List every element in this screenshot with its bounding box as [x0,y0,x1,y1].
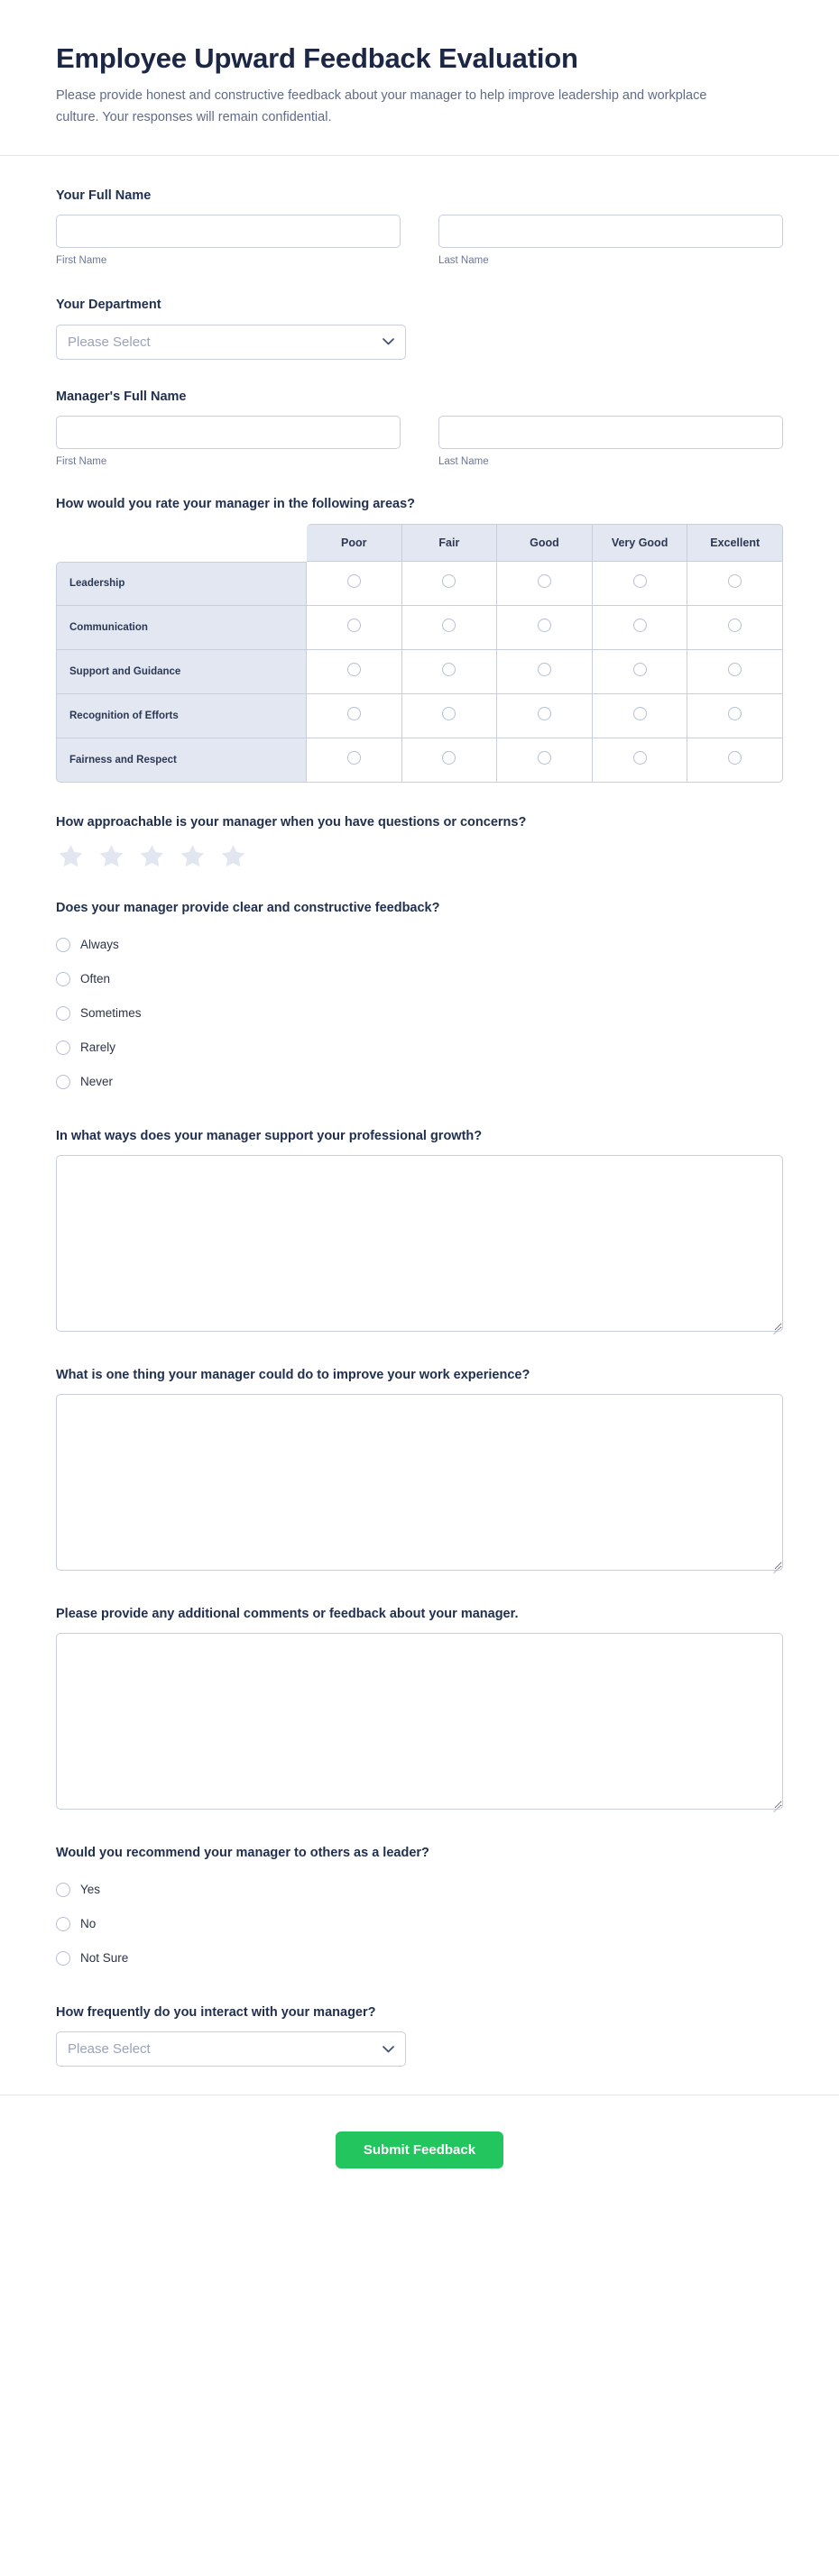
radio-circle-icon [56,972,70,986]
radio-circle-icon [633,574,647,588]
radio-circle-icon [347,751,361,765]
clear-feedback-option-label: Rarely [80,1040,116,1054]
radio-circle-icon [728,707,742,720]
rating-matrix-label: How would you rate your manager in the following areas? [56,496,415,511]
matrix-radio-cell-2-1[interactable] [402,650,498,694]
matrix-radio-cell-4-4[interactable] [687,738,783,783]
frequency-select[interactable] [56,2031,406,2067]
matrix-radio-cell-0-1[interactable] [402,562,498,606]
growth-support-field [56,1127,783,1332]
radio-circle-icon [728,574,742,588]
radio-circle-icon [538,707,551,720]
radio-circle-icon [347,707,361,720]
radio-circle-icon [347,619,361,632]
rating-matrix-table [56,524,783,783]
recommend-option-label: Not Sure [80,1950,129,1965]
matrix-row-label-3: Recognition of Efforts [56,694,307,738]
radio-circle-icon [728,663,742,676]
matrix-row-label-2: Support and Guidance [56,650,307,694]
manager-name-row [56,416,783,469]
radio-circle-icon [442,574,456,588]
page-title: Employee Upward Feedback Evaluation [56,42,578,74]
manager-first-name-sublabel: First Name [56,455,107,467]
clear-feedback-option-always[interactable] [56,928,783,962]
clear-feedback-option-sometimes[interactable] [56,996,783,1031]
matrix-radio-cell-1-1[interactable] [402,606,498,650]
additional-comments-textarea[interactable] [56,1633,783,1810]
radio-circle-icon [347,663,361,676]
radio-circle-icon [442,619,456,632]
recommend-option-no[interactable] [56,1907,783,1941]
manager-full-name-label: Manager's Full Name [56,389,187,404]
matrix-radio-cell-3-3[interactable] [593,694,688,738]
matrix-corner-spacer [56,524,307,562]
improve-experience-field [56,1366,783,1571]
frequency-select-wrap [56,2031,406,2067]
matrix-radio-cell-0-4[interactable] [687,562,783,606]
your-full-name-field [56,187,783,268]
radio-circle-icon [538,574,551,588]
radio-circle-icon [56,1075,70,1089]
matrix-col-header-3: Very Good [593,524,688,562]
additional-comments-textarea-wrap [56,1633,783,1810]
star-icon-1[interactable] [56,842,86,871]
your-first-name-group [56,215,401,268]
clear-feedback-option-label: Always [80,937,119,951]
matrix-radio-cell-2-2[interactable] [497,650,593,694]
improve-experience-label: What is one thing your manager could do to improve your work experience? [56,1367,530,1382]
approachability-field [56,813,783,871]
radio-circle-icon [56,1883,70,1897]
department-label: Your Department [56,298,161,313]
improve-experience-textarea[interactable] [56,1394,783,1571]
radio-circle-icon [633,663,647,676]
table-row [56,738,783,783]
approachability-label: How approachable is your manager when you have questions or concerns? [56,814,527,830]
frequency-selected-value: Please Select [68,2041,151,2057]
manager-last-name-sublabel: Last Name [438,455,489,467]
matrix-row-label-1: Communication [56,606,307,650]
manager-last-name-group [438,416,783,469]
clear-feedback-option-label: Never [80,1074,114,1088]
improve-experience-textarea-wrap [56,1394,783,1571]
radio-circle-icon [728,751,742,765]
radio-circle-icon [538,663,551,676]
table-row [56,650,783,694]
matrix-radio-cell-4-0[interactable] [307,738,402,783]
submit-feedback-button[interactable]: Submit Feedback [336,2131,503,2168]
matrix-radio-cell-0-0[interactable] [307,562,402,606]
rating-matrix-field [56,497,783,783]
rating-matrix-head [56,524,783,562]
your-first-name-sublabel: First Name [56,255,107,267]
radio-circle-icon [633,619,647,632]
department-selected-value: Please Select [68,334,151,350]
matrix-radio-cell-4-3[interactable] [593,738,688,783]
your-first-name-input[interactable] [56,215,401,248]
star-icon-2[interactable] [97,842,126,871]
your-last-name-input[interactable] [438,215,783,248]
radio-circle-icon [538,619,551,632]
star-icon-3[interactable] [137,842,167,871]
your-full-name-label: Your Full Name [56,188,152,204]
matrix-row-label-4: Fairness and Respect [56,738,307,783]
matrix-radio-cell-2-0[interactable] [307,650,402,694]
recommend-option-label: No [80,1916,97,1930]
radio-circle-icon [538,751,551,765]
matrix-radio-cell-0-3[interactable] [593,562,688,606]
matrix-row-label-0: Leadership [56,562,307,606]
matrix-radio-cell-1-2[interactable] [497,606,593,650]
radio-circle-icon [442,707,456,720]
matrix-radio-cell-1-4[interactable] [687,606,783,650]
recommend-option-not-sure[interactable] [56,1941,783,1976]
matrix-radio-cell-1-3[interactable] [593,606,688,650]
recommend-option-yes[interactable] [56,1873,783,1907]
radio-circle-icon [56,938,70,952]
matrix-radio-cell-3-2[interactable] [497,694,593,738]
radio-circle-icon [442,663,456,676]
clear-feedback-option-rarely[interactable] [56,1031,783,1065]
clear-feedback-options [56,928,783,1099]
growth-support-label: In what ways does your manager support your professional growth? [56,1128,483,1143]
star-rating [56,842,783,871]
matrix-radio-cell-3-1[interactable] [402,694,498,738]
matrix-col-header-4: Excellent [687,524,783,562]
matrix-radio-cell-1-0[interactable] [307,606,402,650]
matrix-radio-cell-4-2[interactable] [497,738,593,783]
clear-feedback-field [56,899,783,1098]
form-header [0,0,839,156]
your-name-row [56,215,783,268]
radio-circle-icon [56,1917,70,1931]
form-footer [0,2095,839,2221]
frequency-label: How frequently do you interact with your manager? [56,2004,376,2020]
matrix-col-header-1: Fair [402,524,498,562]
matrix-radio-cell-3-0[interactable] [307,694,402,738]
recommend-label: Would you recommend your manager to others as a leader? [56,1846,429,1861]
radio-circle-icon [633,751,647,765]
radio-circle-icon [442,751,456,765]
radio-circle-icon [347,574,361,588]
clear-feedback-option-label: Sometimes [80,1005,142,1020]
matrix-radio-cell-3-4[interactable] [687,694,783,738]
your-last-name-sublabel: Last Name [438,255,489,267]
recommend-options [56,1873,783,1976]
manager-full-name-field [56,388,783,469]
form-body [0,156,839,2067]
clear-feedback-option-label: Often [80,971,111,985]
matrix-radio-cell-2-4[interactable] [687,650,783,694]
growth-support-textarea-wrap [56,1155,783,1332]
manager-first-name-input[interactable] [56,416,401,449]
matrix-radio-cell-2-3[interactable] [593,650,688,694]
department-select-wrap [56,325,406,360]
table-row [56,606,783,650]
your-last-name-group [438,215,783,268]
matrix-col-header-0: Poor [307,524,402,562]
clear-feedback-option-often[interactable] [56,962,783,996]
additional-comments-label: Please provide any additional comments or feedback about your manager. [56,1607,519,1622]
page-subtitle: Please provide honest and constructive feedback about your manager to help improve leadership and workplace culture. Your responses will remain confidential. [56,88,707,124]
radio-circle-icon [728,619,742,632]
additional-comments-field [56,1605,783,1810]
growth-support-textarea[interactable] [56,1155,783,1332]
radio-circle-icon [56,1040,70,1055]
matrix-radio-cell-4-1[interactable] [402,738,498,783]
table-row [56,562,783,606]
manager-last-name-input[interactable] [438,416,783,449]
table-row [56,694,783,738]
department-select[interactable] [56,325,406,360]
matrix-radio-cell-0-2[interactable] [497,562,593,606]
department-field [56,296,783,359]
radio-circle-icon [56,1006,70,1021]
recommend-option-label: Yes [80,1882,101,1896]
clear-feedback-option-never[interactable] [56,1065,783,1099]
star-icon-4[interactable] [178,842,207,871]
frequency-field [56,2003,783,2067]
recommend-field [56,1844,783,1975]
radio-circle-icon [56,1951,70,1966]
radio-circle-icon [633,707,647,720]
rating-matrix-body [56,562,783,783]
matrix-col-header-2: Good [497,524,593,562]
rating-matrix-header-row [56,524,783,562]
star-icon-5[interactable] [218,842,248,871]
manager-first-name-group [56,416,401,469]
clear-feedback-label: Does your manager provide clear and constructive feedback? [56,901,440,916]
